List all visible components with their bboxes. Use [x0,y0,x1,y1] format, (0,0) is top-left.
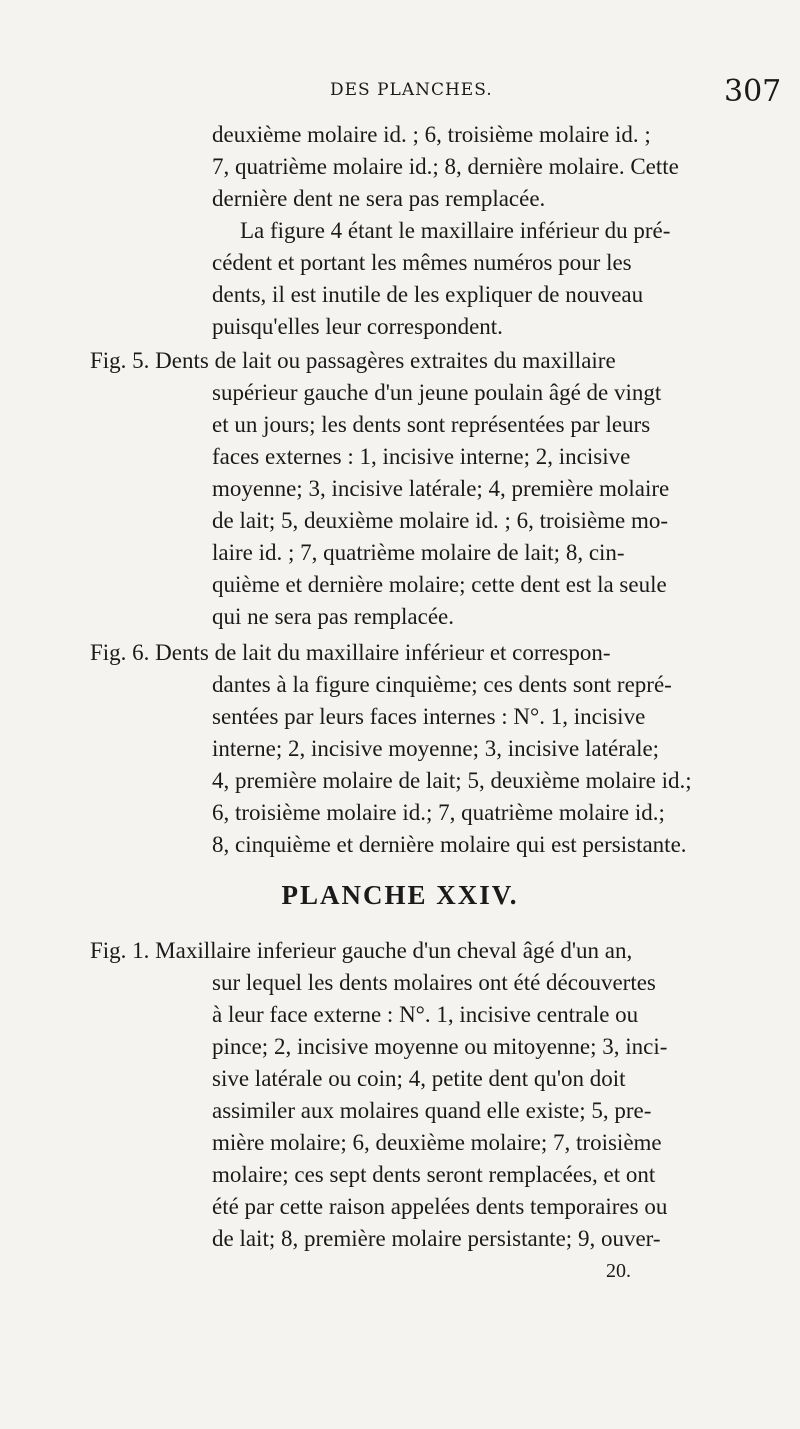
running-head-title: DES PLANCHES. [330,80,493,100]
text-line: 6, troisième molaire id.; 7, quatrième molaire id.; [212,800,665,825]
text-line: deuxième molaire id. ; 6, troisième molaire id. ; [212,122,651,147]
text-line: Fig. 1. Maxillaire inferieur gauche d'un cheval âgé d'un an, [90,938,633,963]
text-line: molaire; ces sept dents seront remplacées, et ont [212,1162,656,1187]
text-line: qui ne sera pas remplacée. [212,604,455,629]
text-line: quième et dernière molaire; cette dent est la seule [212,572,667,597]
signature-mark: 20. [606,1260,631,1282]
text-line: cédent et portant les mêmes numéros pour les [212,250,632,275]
text-line: 8, cinquième et dernière molaire qui est persistante. [212,832,687,857]
running-head [0,74,800,109]
text-line: et un jours; les dents sont représentées par leurs [212,412,651,437]
text-line: 7, quatrième molaire id.; 8, dernière molaire. Cette [212,154,679,179]
section-heading: PLANCHE XXIV. [281,880,519,910]
text-line: mière molaire; 6, deuxième molaire; 7, troisième [212,1130,662,1155]
text-line: supérieur gauche d'un jeune poulain âgé de vingt [212,380,662,405]
text-line: La figure 4 étant le maxillaire inférieur du pré- [240,218,671,243]
text-line: 4, première molaire de lait; 5, deuxième molaire id.; [212,768,692,793]
text-line: Fig. 5. Dents de lait ou passagères extraites du maxillaire [90,348,616,373]
text-line: été par cette raison appelées dents temporaires ou [212,1194,668,1219]
text-line: dernière dent ne sera pas remplacée. [212,186,546,211]
text-line: laire id. ; 7, quatrième molaire de lait; 8, cin- [212,540,625,565]
text-line: interne; 2, incisive moyenne; 3, incisive latérale; [212,736,660,761]
text-line: sive latérale ou coin; 4, petite dent qu'on doit [212,1066,626,1091]
text-line: sentées par leurs faces internes : N°. 1, incisive [212,704,646,729]
text-line: à leur face externe : N°. 1, incisive centrale ou [212,1002,639,1027]
text-line: dents, il est inutile de les expliquer de nouveau [212,282,644,307]
text-line: moyenne; 3, incisive latérale; 4, première molaire [212,476,670,501]
text-line: de lait; 5, deuxième molaire id. ; 6, troisième mo- [212,508,669,533]
text-line: faces externes : 1, incisive interne; 2, incisive [212,444,631,469]
text-line: sur lequel les dents molaires ont été découvertes [212,970,656,995]
text-line: Fig. 6. Dents de lait du maxillaire inférieur et correspon- [90,640,611,665]
text-line: dantes à la figure cinquième; ces dents sont repré- [212,672,672,697]
text-line: assimiler aux molaires quand elle existe; 5, pre- [212,1098,652,1123]
text-line: pince; 2, incisive moyenne ou mitoyenne; 3, inci- [212,1034,668,1059]
text-line: puisqu'elles leur correspondent. [212,314,503,339]
text-line: de lait; 8, première molaire persistante; 9, ouver- [212,1226,661,1251]
page-number: 307 [724,74,782,109]
